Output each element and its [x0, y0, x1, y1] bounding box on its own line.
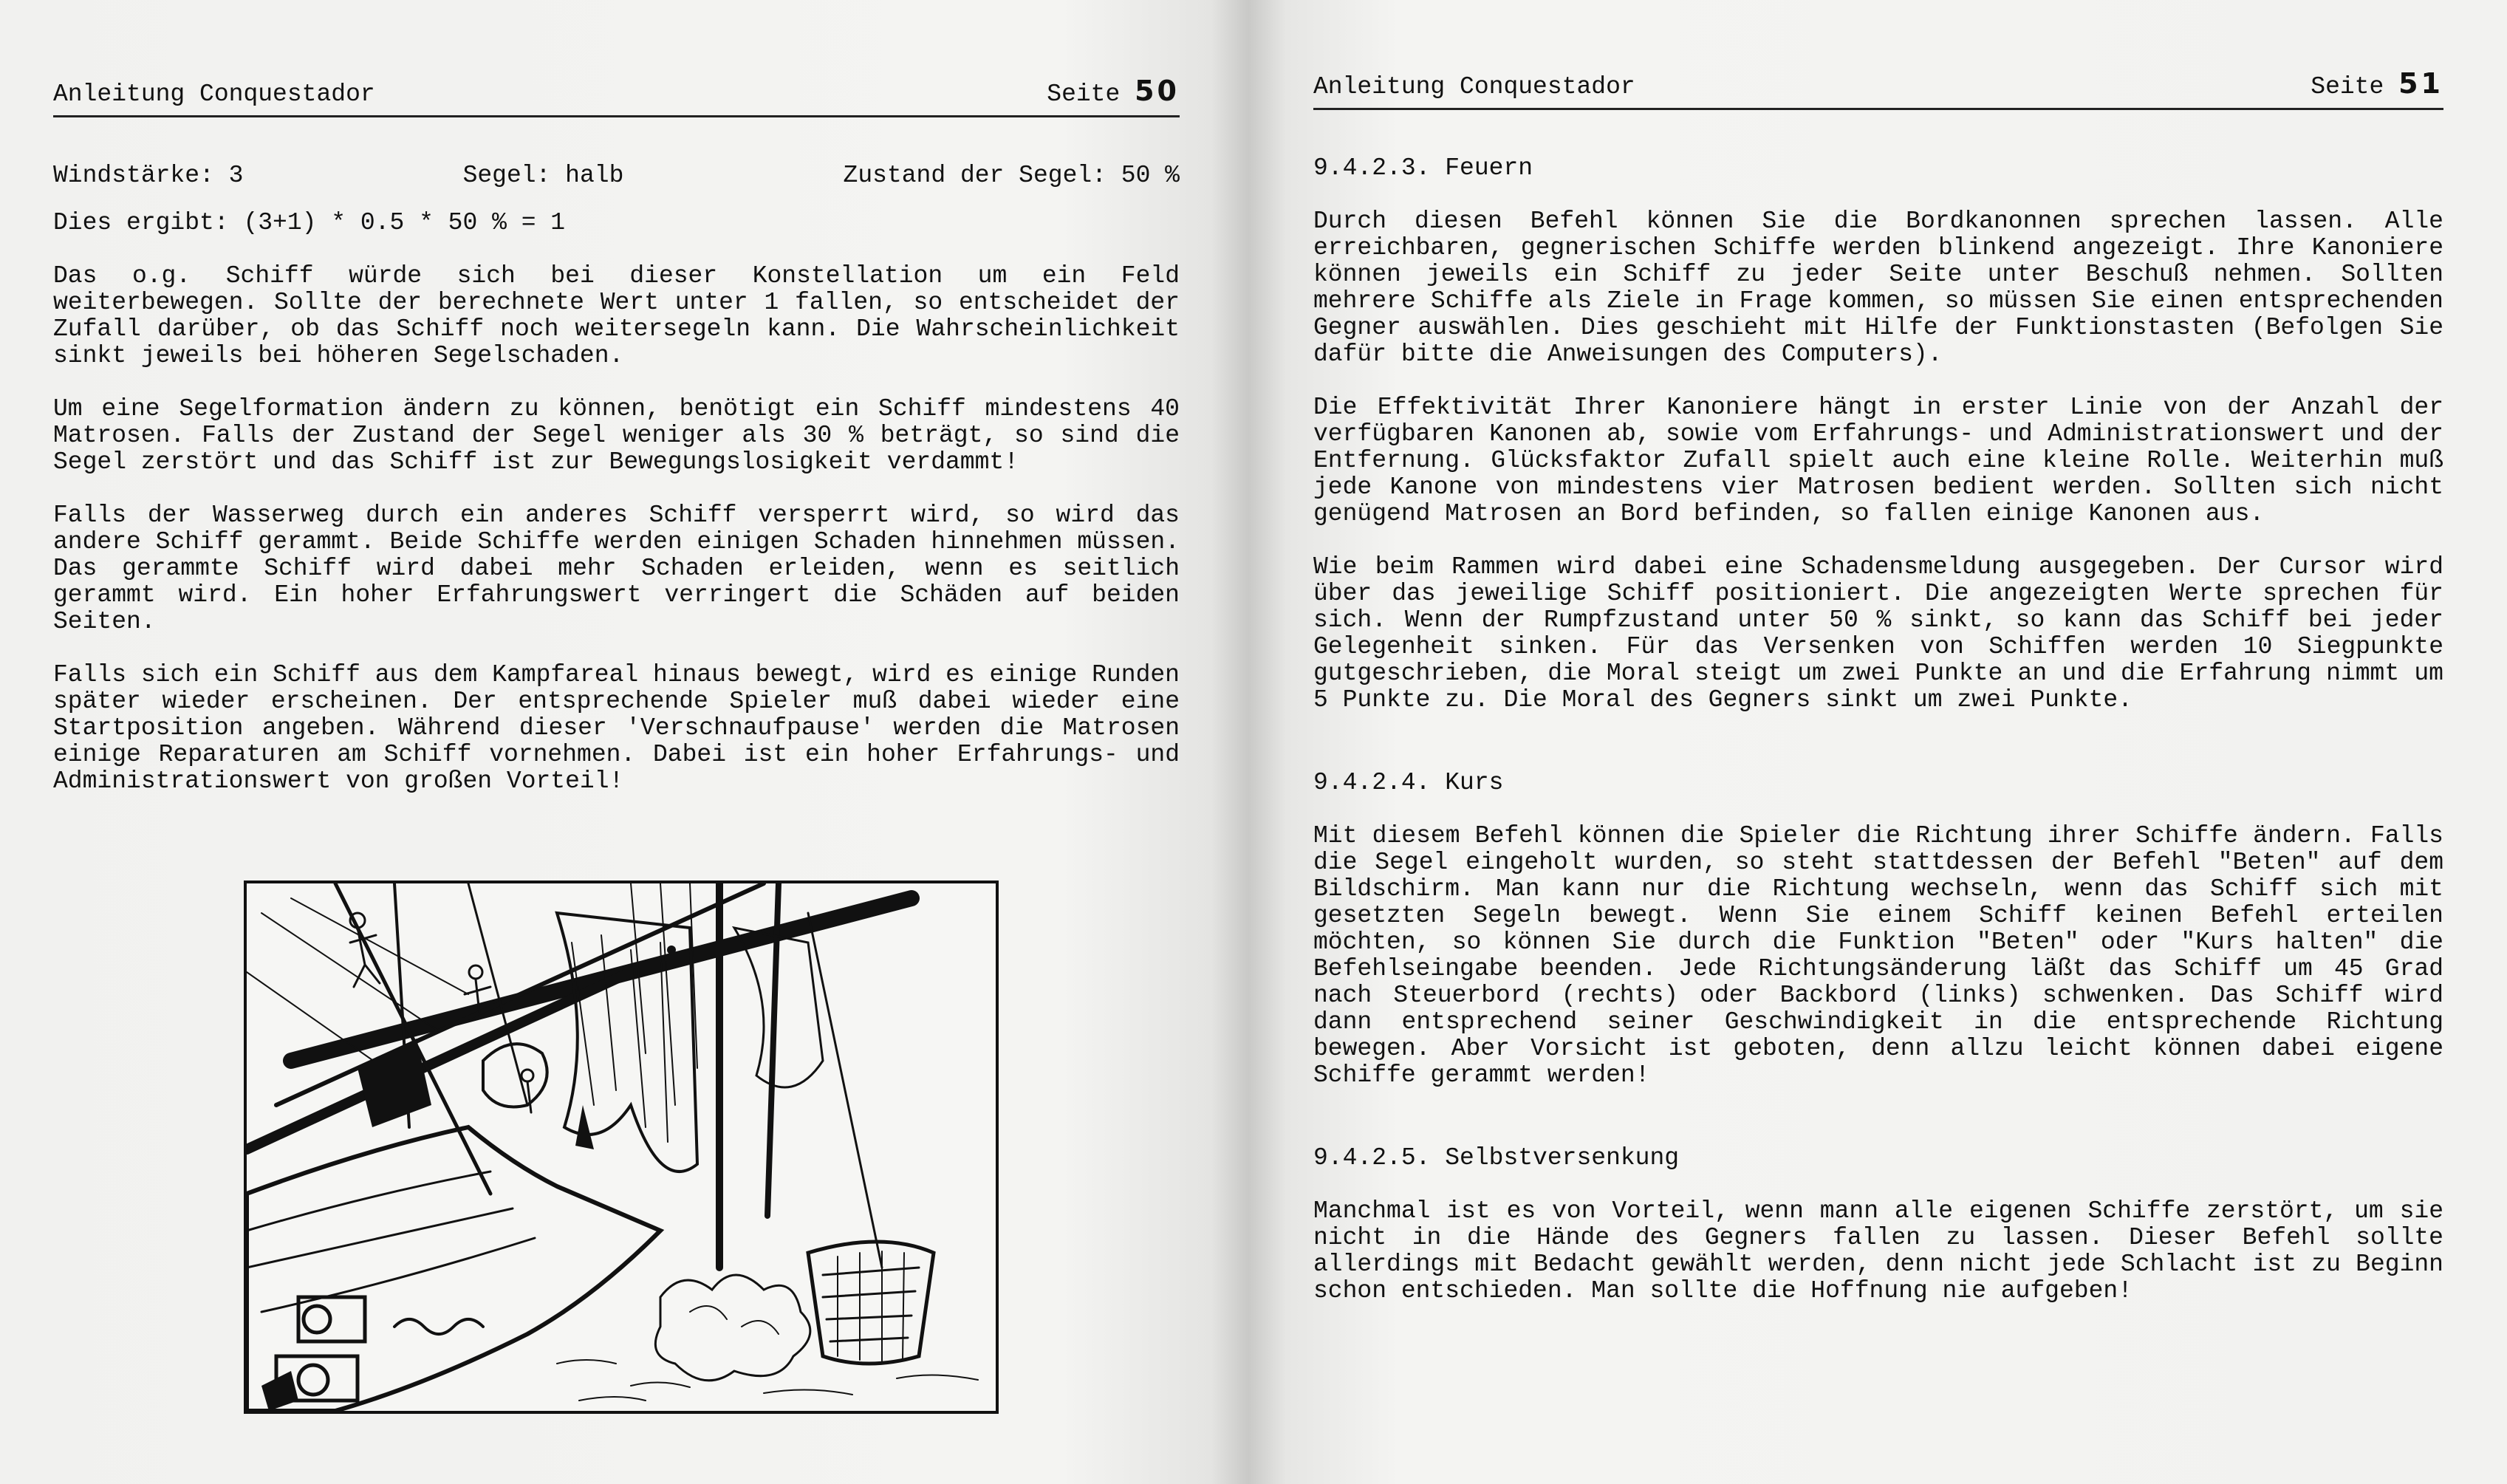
- right-page: [1248, 0, 2507, 1484]
- paragraph: Wie beim Rammen wird dabei eine Schadensmeldung ausgegeben. Der Cursor wird über das jeweilige Schiff positioniert. Die angezeigten Werte sprechen für sich. Wenn der Rumpfzustand unter 50 % sinkt, so kann das Schiff bei jeder Gelegenheit sinken. Für das Versenken von Schiffen werden 10 Siegpunkte gutgeschrieben, die Moral steigt um zwei Punkte an und die Erfahrung nimmt um 5 Punkte zu. Die Moral des Gegners sinkt um zwei Punkte.: [1313, 553, 2443, 714]
- right-page-body: [1313, 155, 2443, 1331]
- right-header-page: [2311, 63, 2443, 108]
- sail-stats-row: [53, 163, 1180, 189]
- left-page-header: [53, 74, 1180, 117]
- left-page-number: 50: [1135, 75, 1180, 107]
- sail-stat: Segel: halb: [462, 162, 624, 189]
- section-heading: 9.4.2.5. Selbstversenkung: [1313, 1144, 1680, 1172]
- paragraph: Um eine Segelformation ändern zu können, benötigt ein Schiff mindestens 40 Matrosen. Falls der Zustand der Segel weniger als 30 % beträgt, so sind die Segel zerstört und das Schiff ist zur Bewegungslosigkeit verdammt!: [53, 395, 1180, 476]
- left-header-title: Anleitung Conquestador: [53, 81, 375, 108]
- paragraph: Die Effektivität Ihrer Kanoniere hängt in erster Linie von der Anzahl der verfügbaren Kanonen ab, sowie vom Erfahrungs- und Administrationswert und der Entfernung. Glücksfaktor Zufall spielt auch eine kleine Rolle. Weiterhin muß jede Kanone von mindestens vier Matrosen bedient werden. Sollten sich nicht genügend Matrosen an Bord befinden, so fallen einige Kanonen aus.: [1313, 394, 2443, 527]
- section-heading: 9.4.2.3. Feuern: [1313, 154, 1533, 182]
- paragraph: Falls sich ein Schiff aus dem Kampfareal hinaus bewegt, wird es einige Runden später wieder erscheinen. Der entsprechende Spieler muß dabei wieder eine Startposition angeben. Während dieser 'Verschnaufpause' werden die Matrosen einige Reparaturen am Schiff vornehmen. Dabei ist ein hoher Erfahrungs- und Administrationswert von großen Vorteil!: [53, 661, 1180, 795]
- right-header-title: Anleitung Conquestador: [1313, 73, 1635, 100]
- left-page-body: [53, 163, 1180, 821]
- section-kurs: [1313, 770, 2443, 1089]
- paragraph: Das o.g. Schiff würde sich bei dieser Konstellation um ein Feld weiterbewegen. Sollte der berechnete Wert unter 1 fallen, so entscheidet der Zufall darüber, ob das Schiff noch weitersegeln kann. Die Wahrscheinlichkeit sinkt jeweils bei höheren Segelschaden.: [53, 262, 1180, 369]
- naval-battle-illustration: [244, 881, 999, 1414]
- left-page-label: Seite: [1047, 81, 1121, 108]
- formula-line: Dies ergibt: (3+1) * 0.5 * 50 % = 1: [53, 209, 566, 236]
- wind-stat: Windstärke: 3: [53, 162, 244, 189]
- section-heading: 9.4.2.4. Kurs: [1313, 769, 1504, 796]
- ship-battle-drawing: [247, 883, 996, 1411]
- right-page-number: 51: [2398, 67, 2443, 100]
- left-page: [0, 0, 1248, 1484]
- paragraph: Manchmal ist es von Vorteil, wenn mann alle eigenen Schiffe zerstört, um sie nicht in die Hände des Gegners fallen zu lassen. Dieser Befehl sollte allerdings mit Bedacht gewählt werden, denn nicht jede Schlacht ist zu Beginn schon entschieden. Man sollte die Hoffnung nie aufgeben!: [1313, 1197, 2443, 1305]
- right-page-header: [1313, 66, 2443, 110]
- paragraph: Mit diesem Befehl können die Spieler die Richtung ihrer Schiffe ändern. Falls die Segel eingeholt wurden, so steht stattdessen der Befehl "Beten" auf dem Bildschirm. Man kann nur die Richtung wechseln, wenn das Schiff sich mit gesetzten Segeln bewegt. Wenn Sie einem Schiff keinen Befehl erteilen möchten, so können Sie durch die Funktion "Beten" oder "Kurs halten" die Befehlseingabe beenden. Jede Richtungsänderung läßt das Schiff um 45 Grad nach Steuerbord (rechts) oder Backbord (links) schwenken. Das Schiff wird dann entsprechend seiner Geschwindigkeit in die entsprechende Richtung bewegen. Aber Vorsicht ist geboten, denn allzu leicht können dabei eigene Schiffe gerammt werden!: [1313, 822, 2443, 1089]
- left-header-page: [1047, 70, 1180, 115]
- section-feuern: [1313, 155, 2443, 714]
- sail-condition-stat: Zustand der Segel: 50 %: [843, 162, 1180, 189]
- paragraph: Falls der Wasserweg durch ein anderes Schiff versperrt wird, so wird das andere Schiff gerammt. Beide Schiffe werden einigen Schaden hinnehmen müssen. Das gerammte Schiff wird dabei mehr Schaden erleiden, wenn es seitlich gerammt wird. Ein hoher Erfahrungswert verringert die Schäden auf beiden Seiten.: [53, 502, 1180, 635]
- right-page-label: Seite: [2311, 73, 2384, 100]
- section-selbstversenkung: [1313, 1145, 2443, 1305]
- paragraph: Durch diesen Befehl können Sie die Bordkanonnen sprechen lassen. Alle erreichbaren, gegnerischen Schiffe werden blinkend angezeigt. Ihre Kanoniere können jeweils ein Schiff zu jeder Seite unter Beschuß nehmen. Sollten mehrere Schiffe als Ziele in Frage kommen, so müssen Sie einen entsprechenden Gegner auswählen. Dies geschieht mit Hilfe der Funktionstasten (Befolgen Sie dafür bitte die Anweisungen des Computers).: [1313, 208, 2443, 368]
